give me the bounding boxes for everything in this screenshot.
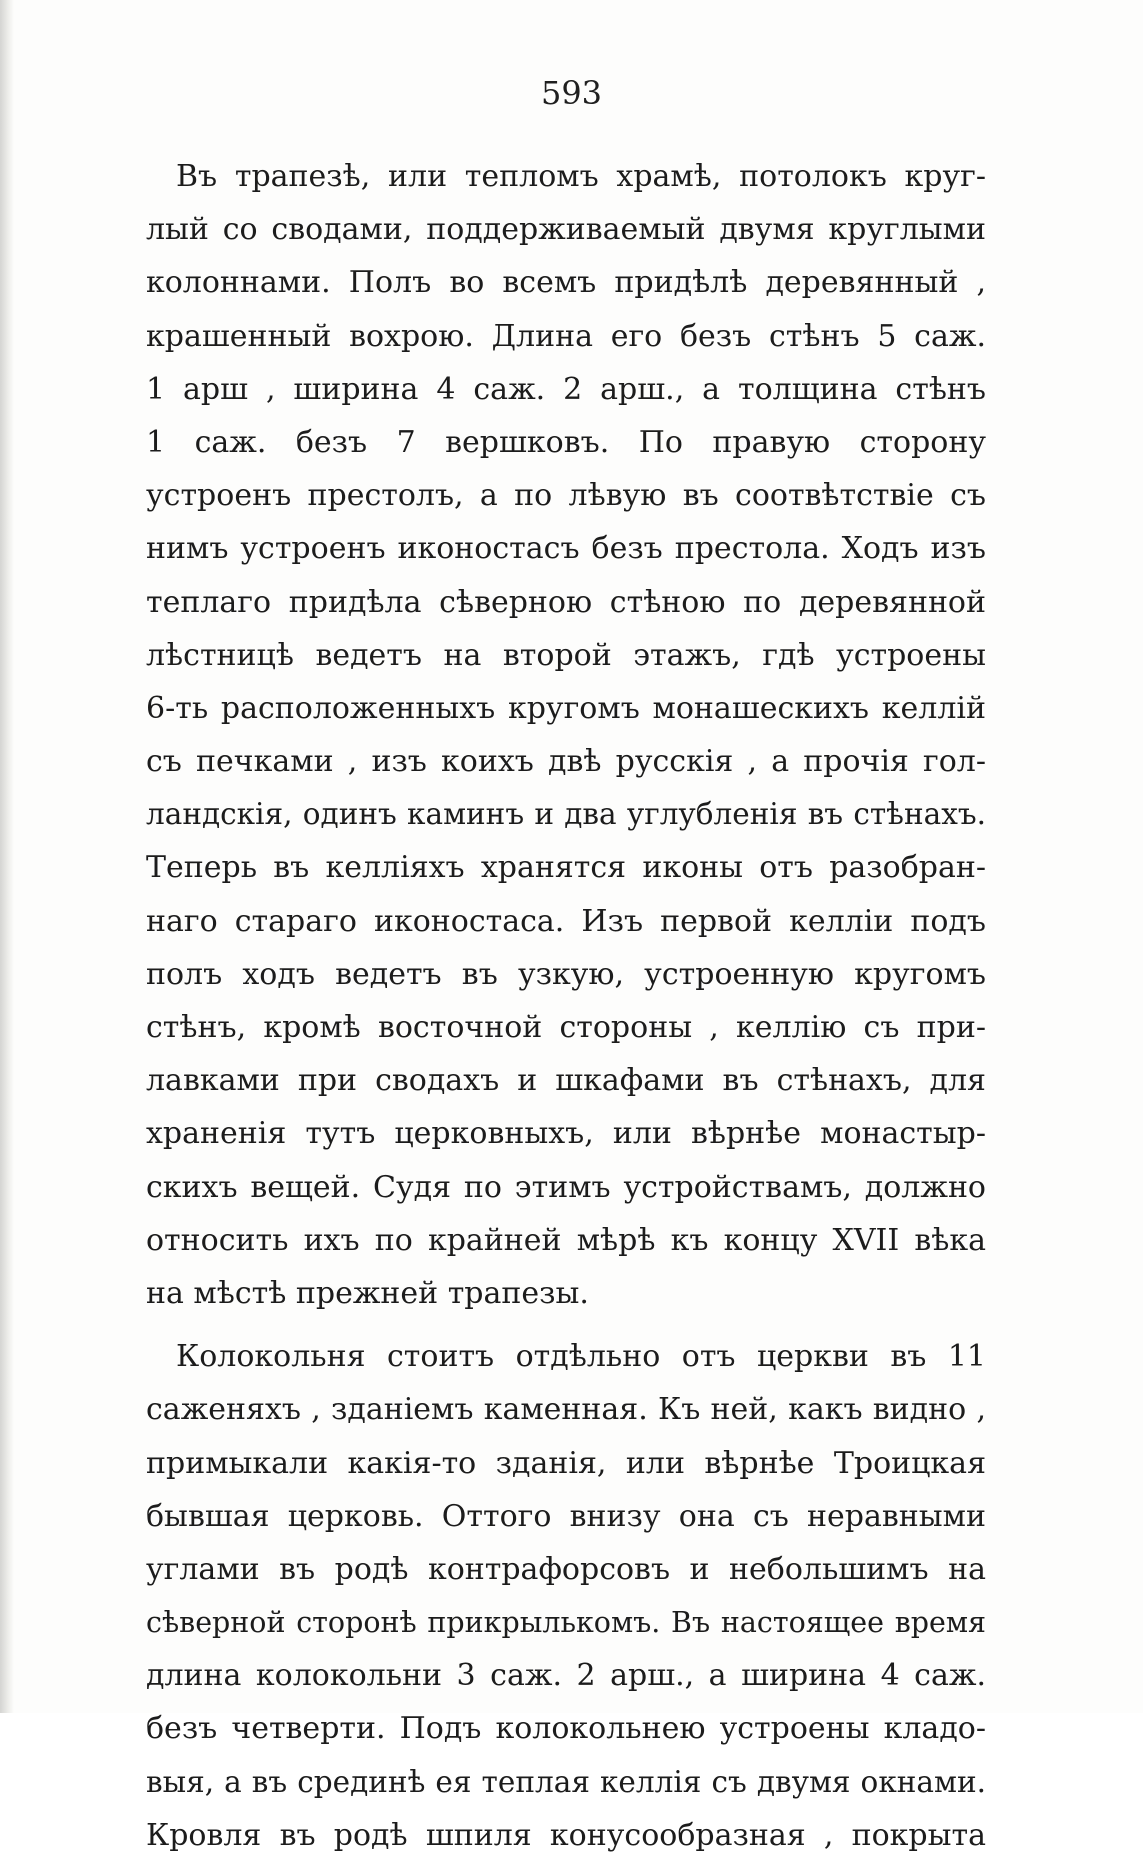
text-line: саженяхъ , зданіемъ каменная. Къ ней, какъ видно , xyxy=(146,1392,986,1428)
text-line: наго стараго иконостаса. Изъ первой келліи подъ xyxy=(146,903,986,939)
text-line: устроенъ престолъ, а по лѣвую въ соотвѣтствіе съ xyxy=(146,478,986,514)
text-line: Колокольня стоитъ отдѣльно отъ церкви въ 11 xyxy=(176,1339,986,1375)
text-line: теплаго придѣла сѣверною стѣною по деревянной xyxy=(146,584,986,620)
text-line: 1 саж. безъ 7 вершковъ. По правую сторону xyxy=(146,424,986,460)
text-line: съ печками , изъ коихъ двѣ русскія , а прочія гол- xyxy=(146,744,986,780)
text-line: лѣстницѣ ведетъ на второй этажъ, гдѣ устроены xyxy=(146,637,986,673)
text-line: крашенный вохрою. Длина его безъ стѣнъ 5 саж. xyxy=(146,318,986,354)
text-line: на мѣстѣ прежней трапезы. xyxy=(146,1275,589,1311)
text-line: храненія тутъ церковныхъ, или вѣрнѣе монастыр- xyxy=(146,1116,986,1152)
text-line: Теперь въ келліяхъ хранятся иконы отъ разобран- xyxy=(146,850,986,886)
text-line: Кровля въ родѣ шпиля конусообразная , покрыта xyxy=(146,1817,986,1853)
body-text xyxy=(146,150,986,1862)
page-edge-shadow xyxy=(0,0,14,1713)
page-number: 593 xyxy=(540,74,603,112)
text-line: полъ ходъ ведетъ въ узкую, устроенную кругомъ xyxy=(146,956,986,992)
text-line: длина колокольни 3 саж. 2 арш., а ширина 4 саж. xyxy=(146,1658,986,1694)
paragraph-1 xyxy=(146,150,986,1320)
text-line: примыкали какія-то зданія, или вѣрнѣе Троицкая xyxy=(146,1445,986,1481)
text-line: колоннами. Полъ во всемъ придѣлѣ деревянный , xyxy=(146,265,986,301)
text-line: лавками при сводахъ и шкафами въ стѣнахъ, для xyxy=(146,1063,986,1099)
text-line: 6-ть расположенныхъ кругомъ монашескихъ келлій xyxy=(146,690,986,726)
text-line: безъ четверти. Подъ колокольнею устроены кладо- xyxy=(146,1711,986,1747)
text-line: Въ трапезѣ, или тепломъ храмѣ, потолокъ круг- xyxy=(176,159,986,194)
text-line: углами въ родѣ контрафорсовъ и небольшимъ на xyxy=(146,1551,986,1587)
text-line: 1 арш , ширина 4 саж. 2 арш., а толщина стѣнъ xyxy=(146,371,986,407)
text-line: стѣнъ, кромѣ восточной стороны , келлію съ при- xyxy=(146,1010,986,1045)
text-line: лый со сводами, поддерживаемый двумя круглыми xyxy=(146,212,986,248)
text-line: нимъ устроенъ иконостасъ безъ престола. Ходъ изъ xyxy=(146,531,986,567)
text-line: сѣверной сторонѣ прикрылькомъ. Въ настоящее время xyxy=(146,1606,986,1640)
text-line: выя, а въ срединѣ ея теплая келлія съ двумя окнами. xyxy=(146,1764,986,1799)
text-line: скихъ вещей. Судя по этимъ устройствамъ, должно xyxy=(146,1169,986,1205)
text-line: бывшая церковь. Оттого внизу она съ неравными xyxy=(146,1498,986,1534)
text-line: ландскія, одинъ каминъ и два углубленія въ стѣнахъ. xyxy=(146,797,986,832)
text-line: относить ихъ по крайней мѣрѣ къ концу XVII вѣка xyxy=(146,1222,986,1258)
paragraph-2 xyxy=(146,1330,986,1862)
